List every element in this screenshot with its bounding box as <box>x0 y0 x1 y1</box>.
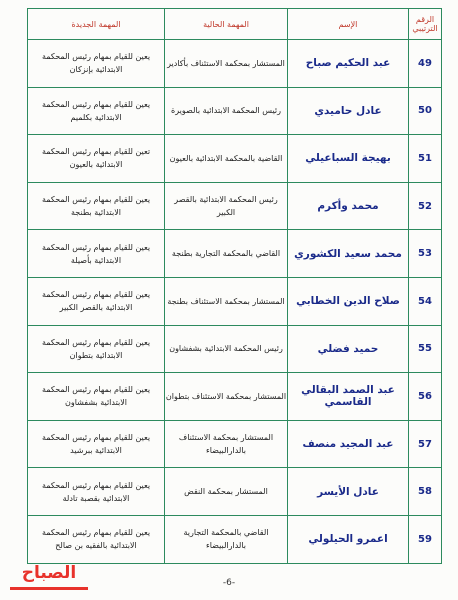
cell-new-task: يعين للقيام بمهام رئيس المحكمة الابتدائية بتطوان <box>28 325 165 373</box>
cell-rank: 50 <box>409 87 442 135</box>
table-row <box>28 182 442 230</box>
table-row <box>28 40 442 88</box>
cell-new-task: يعين للقيام بمهام رئيس المحكمة الابتدائية بأصيلة <box>28 230 165 278</box>
cell-new-task: يعين للقيام بمهام رئيس المحكمة الابتدائية بطنجة <box>28 182 165 230</box>
cell-current-task: رئيس المحكمة الابتدائية بشفشاون <box>165 325 288 373</box>
cell-current-task: القاضية بالمحكمة الابتدائية بالعيون <box>165 135 288 183</box>
cell-current-task: رئيس المحكمة الابتدائية بالقصر الكبير <box>165 182 288 230</box>
cell-new-task: يعين للقيام بمهام رئيس المحكمة الابتدائية بكلميم <box>28 87 165 135</box>
table-row <box>28 87 442 135</box>
cell-new-task: يعين للقيام بمهام رئيس المحكمة الابتدائية بشفشاون <box>28 373 165 421</box>
table-row <box>28 277 442 325</box>
cell-current-task: المستشار بمحكمة الاستئناف بطنجة <box>165 277 288 325</box>
table-row <box>28 420 442 468</box>
cell-rank: 59 <box>409 515 442 563</box>
cell-name: عادل الأيسر <box>288 468 409 516</box>
cell-current-task: القاضي بالمحكمة التجارية بالدارالبيضاء <box>165 515 288 563</box>
table-row <box>28 135 442 183</box>
cell-new-task: يعين للقيام بمهام رئيس المحكمة الابتدائية بإنزكان <box>28 40 165 88</box>
header-current-task: المهمة الحالية <box>165 9 288 40</box>
cell-name: عبد الحكيم صباح <box>288 40 409 88</box>
cell-current-task: المستشار بمحكمة النقض <box>165 468 288 516</box>
table-row <box>28 468 442 516</box>
logo-underline <box>10 587 88 590</box>
cell-new-task: يعين للقيام بمهام رئيس المحكمة الابتدائية بقصبة تادلة <box>28 468 165 516</box>
table-row <box>28 230 442 278</box>
cell-current-task: المستشار بمحكمة الاستئناف بأكادير <box>165 40 288 88</box>
cell-name: عادل حاميدي <box>288 87 409 135</box>
cell-rank: 58 <box>409 468 442 516</box>
cell-new-task: يعين للقيام بمهام رئيس المحكمة الابتدائية ببرشيد <box>28 420 165 468</box>
table-row <box>28 373 442 421</box>
cell-name: محمد سعيد الكشوري <box>288 230 409 278</box>
cell-rank: 57 <box>409 420 442 468</box>
cell-rank: 56 <box>409 373 442 421</box>
header-rank: الرقم الترتيبي <box>409 9 442 40</box>
cell-name: بهيجة السباعيلي <box>288 135 409 183</box>
table-row <box>28 515 442 563</box>
cell-name: محمد وأكرم <box>288 182 409 230</box>
cell-new-task: يعين للقيام بمهام رئيس المحكمة الابتدائية بالفقيه بن صالح <box>28 515 165 563</box>
table-header-row <box>28 9 442 40</box>
logo-text: الصباح <box>21 563 77 583</box>
header-name: الإسم <box>288 9 409 40</box>
cell-rank: 55 <box>409 325 442 373</box>
cell-rank: 52 <box>409 182 442 230</box>
cell-current-task: المستشار بمحكمة الاستئناف بتطوان <box>165 373 288 421</box>
cell-rank: 54 <box>409 277 442 325</box>
cell-new-task: يعين للقيام بمهام رئيس المحكمة الابتدائية بالقصر الكبير <box>28 277 165 325</box>
cell-rank: 49 <box>409 40 442 88</box>
cell-new-task: تعين للقيام بمهام رئيس المحكمة الابتدائية بالعيون <box>28 135 165 183</box>
cell-name: عبد الصمد البقالي القاسمي <box>288 373 409 421</box>
header-new-task: المهمة الجديدة <box>28 9 165 40</box>
brand-logo <box>6 563 92 593</box>
cell-current-task: رئيس المحكمة الابتدائية بالصويرة <box>165 87 288 135</box>
page-number: -6- <box>222 578 236 588</box>
cell-name: حميد فضلي <box>288 325 409 373</box>
table-row <box>28 325 442 373</box>
cell-rank: 51 <box>409 135 442 183</box>
appointments-table <box>27 8 442 564</box>
cell-current-task: المستشار بمحكمة الاستئناف بالدارالبيضاء <box>165 420 288 468</box>
cell-current-task: القاضي بالمحكمة التجارية بطنجة <box>165 230 288 278</box>
cell-rank: 53 <box>409 230 442 278</box>
cell-name: عبد المجيد منصف <box>288 420 409 468</box>
cell-name: اعمرو الحيلولي <box>288 515 409 563</box>
cell-name: صلاح الدين الخطابي <box>288 277 409 325</box>
